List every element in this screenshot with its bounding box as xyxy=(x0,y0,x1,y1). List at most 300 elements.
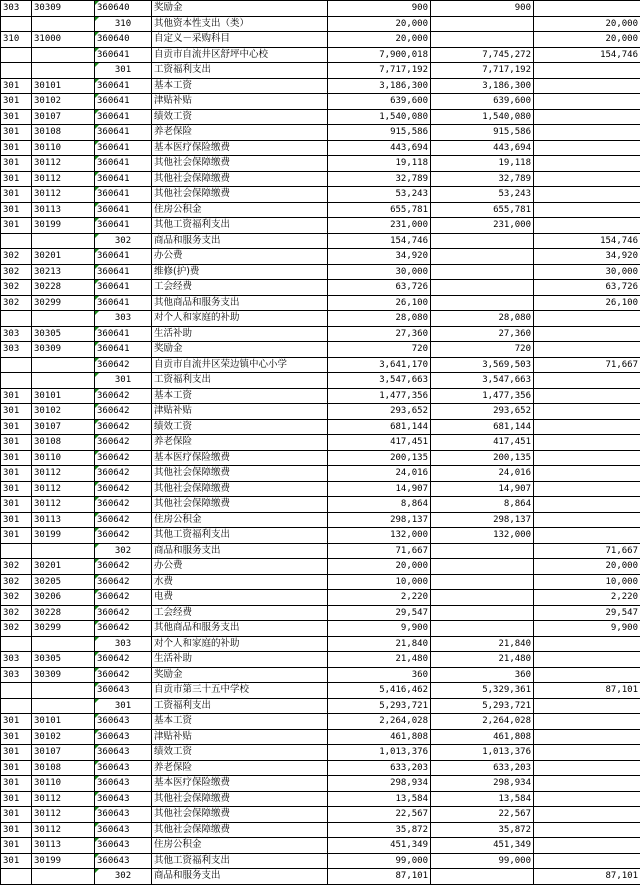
project-expense-cell xyxy=(534,388,640,404)
unit-code-cell: 302 xyxy=(95,233,152,249)
class-code-cell: 302 xyxy=(1,295,32,311)
table-row xyxy=(1,109,640,125)
name-cell: 其他社会保障缴费 xyxy=(152,791,328,807)
table-row xyxy=(1,357,640,373)
class-code-cell xyxy=(1,357,32,373)
name-cell: 电费 xyxy=(152,590,328,606)
basic-expense-cell: 21,840 xyxy=(431,636,534,652)
item-code-cell: 30113 xyxy=(32,202,95,218)
item-code-cell: 30112 xyxy=(32,497,95,513)
total-cell: 7,900,018 xyxy=(328,47,431,63)
total-cell: 639,600 xyxy=(328,94,431,110)
basic-expense-cell: 200,135 xyxy=(431,450,534,466)
name-cell: 维修(护)费 xyxy=(152,264,328,280)
unit-code-cell: 360641 xyxy=(95,78,152,94)
unit-code-cell: 360643 xyxy=(95,729,152,745)
project-expense-cell xyxy=(534,373,640,389)
total-cell: 30,000 xyxy=(328,264,431,280)
class-code-cell: 301 xyxy=(1,125,32,141)
class-code-cell xyxy=(1,698,32,714)
total-cell: 13,584 xyxy=(328,791,431,807)
table-row xyxy=(1,140,640,156)
basic-expense-cell xyxy=(431,605,534,621)
table-row xyxy=(1,698,640,714)
item-code-cell xyxy=(32,636,95,652)
item-code-cell: 30228 xyxy=(32,605,95,621)
name-cell: 其他工资福利支出 xyxy=(152,528,328,544)
class-code-cell: 301 xyxy=(1,807,32,823)
project-expense-cell: 10,000 xyxy=(534,574,640,590)
project-expense-cell xyxy=(534,466,640,482)
basic-expense-cell: 655,781 xyxy=(431,202,534,218)
name-cell: 养老保险 xyxy=(152,435,328,451)
item-code-cell: 30305 xyxy=(32,652,95,668)
basic-expense-cell xyxy=(431,295,534,311)
unit-code-cell: 360643 xyxy=(95,838,152,854)
unit-code-cell: 360643 xyxy=(95,776,152,792)
total-cell: 9,900 xyxy=(328,621,431,637)
name-cell: 工会经费 xyxy=(152,280,328,296)
project-expense-cell xyxy=(534,760,640,776)
table-row xyxy=(1,218,640,234)
table-row xyxy=(1,869,640,885)
class-code-cell: 302 xyxy=(1,264,32,280)
total-cell: 20,000 xyxy=(328,559,431,575)
unit-code-cell: 310 xyxy=(95,16,152,32)
table-row xyxy=(1,295,640,311)
project-expense-cell: 29,547 xyxy=(534,605,640,621)
project-expense-cell xyxy=(534,326,640,342)
item-code-cell: 30299 xyxy=(32,621,95,637)
class-code-cell xyxy=(1,311,32,327)
item-code-cell: 30107 xyxy=(32,109,95,125)
table-row xyxy=(1,264,640,280)
item-code-cell: 30199 xyxy=(32,528,95,544)
project-expense-cell xyxy=(534,171,640,187)
class-code-cell: 301 xyxy=(1,94,32,110)
basic-expense-cell: 720 xyxy=(431,342,534,358)
class-code-cell: 301 xyxy=(1,419,32,435)
project-expense-cell: 30,000 xyxy=(534,264,640,280)
total-cell: 1,477,356 xyxy=(328,388,431,404)
total-cell: 19,118 xyxy=(328,156,431,172)
item-code-cell: 30112 xyxy=(32,822,95,838)
name-cell: 办公费 xyxy=(152,249,328,265)
name-cell: 商品和服务支出 xyxy=(152,543,328,559)
project-expense-cell xyxy=(534,822,640,838)
table-row xyxy=(1,404,640,420)
unit-code-cell: 302 xyxy=(95,869,152,885)
class-code-cell: 301 xyxy=(1,822,32,838)
class-code-cell: 303 xyxy=(1,326,32,342)
project-expense-cell xyxy=(534,776,640,792)
class-code-cell: 301 xyxy=(1,745,32,761)
basic-expense-cell: 633,203 xyxy=(431,760,534,776)
total-cell: 3,186,300 xyxy=(328,78,431,94)
project-expense-cell xyxy=(534,1,640,17)
basic-expense-cell: 53,243 xyxy=(431,187,534,203)
name-cell: 其他工资福利支出 xyxy=(152,853,328,869)
basic-expense-cell: 417,451 xyxy=(431,435,534,451)
unit-code-cell: 360640 xyxy=(95,1,152,17)
item-code-cell: 30201 xyxy=(32,559,95,575)
name-cell: 工会经费 xyxy=(152,605,328,621)
name-cell: 商品和服务支出 xyxy=(152,869,328,885)
basic-expense-cell: 5,293,721 xyxy=(431,698,534,714)
table-row xyxy=(1,1,640,17)
name-cell: 其他社会保障缴费 xyxy=(152,171,328,187)
table-row xyxy=(1,559,640,575)
table-row xyxy=(1,590,640,606)
project-expense-cell xyxy=(534,404,640,420)
table-row xyxy=(1,838,640,854)
table-row xyxy=(1,621,640,637)
class-code-cell: 310 xyxy=(1,32,32,48)
project-expense-cell xyxy=(534,218,640,234)
item-code-cell xyxy=(32,357,95,373)
basic-expense-cell: 28,080 xyxy=(431,311,534,327)
unit-code-cell: 360643 xyxy=(95,822,152,838)
class-code-cell: 301 xyxy=(1,450,32,466)
unit-code-cell: 360642 xyxy=(95,652,152,668)
item-code-cell: 30108 xyxy=(32,435,95,451)
item-code-cell: 30101 xyxy=(32,78,95,94)
basic-expense-cell: 900 xyxy=(431,1,534,17)
total-cell: 720 xyxy=(328,342,431,358)
project-expense-cell xyxy=(534,311,640,327)
unit-code-cell: 360641 xyxy=(95,249,152,265)
total-cell: 20,000 xyxy=(328,32,431,48)
name-cell: 商品和服务支出 xyxy=(152,233,328,249)
name-cell: 基本工资 xyxy=(152,78,328,94)
unit-code-cell: 360641 xyxy=(95,326,152,342)
name-cell: 其他社会保障缴费 xyxy=(152,822,328,838)
project-expense-cell: 154,746 xyxy=(534,233,640,249)
unit-code-cell: 360640 xyxy=(95,32,152,48)
name-cell: 对个人和家庭的补助 xyxy=(152,636,328,652)
item-code-cell xyxy=(32,373,95,389)
class-code-cell: 301 xyxy=(1,156,32,172)
unit-code-cell: 360643 xyxy=(95,745,152,761)
item-code-cell xyxy=(32,311,95,327)
class-code-cell xyxy=(1,63,32,79)
project-expense-cell: 87,101 xyxy=(534,683,640,699)
item-code-cell xyxy=(32,16,95,32)
basic-expense-cell: 32,789 xyxy=(431,171,534,187)
class-code-cell: 301 xyxy=(1,528,32,544)
total-cell: 5,293,721 xyxy=(328,698,431,714)
table-row xyxy=(1,280,640,296)
class-code-cell: 301 xyxy=(1,202,32,218)
item-code-cell: 30110 xyxy=(32,450,95,466)
basic-expense-cell xyxy=(431,249,534,265)
item-code-cell: 30112 xyxy=(32,156,95,172)
total-cell: 200,135 xyxy=(328,450,431,466)
unit-code-cell: 360642 xyxy=(95,559,152,575)
basic-expense-cell: 99,000 xyxy=(431,853,534,869)
basic-expense-cell: 13,584 xyxy=(431,791,534,807)
class-code-cell xyxy=(1,636,32,652)
project-expense-cell xyxy=(534,512,640,528)
total-cell: 8,864 xyxy=(328,497,431,513)
table-row xyxy=(1,807,640,823)
table-row xyxy=(1,373,640,389)
item-code-cell: 30112 xyxy=(32,791,95,807)
item-code-cell: 30305 xyxy=(32,326,95,342)
unit-code-cell: 360642 xyxy=(95,435,152,451)
basic-expense-cell: 21,480 xyxy=(431,652,534,668)
unit-code-cell: 360643 xyxy=(95,760,152,776)
name-cell: 其他社会保障缴费 xyxy=(152,156,328,172)
basic-expense-cell: 639,600 xyxy=(431,94,534,110)
class-code-cell xyxy=(1,16,32,32)
class-code-cell: 301 xyxy=(1,838,32,854)
total-cell: 154,746 xyxy=(328,233,431,249)
item-code-cell: 30205 xyxy=(32,574,95,590)
unit-code-cell: 360641 xyxy=(95,264,152,280)
unit-code-cell: 360641 xyxy=(95,109,152,125)
total-cell: 24,016 xyxy=(328,466,431,482)
name-cell: 自定义－采购科目 xyxy=(152,32,328,48)
item-code-cell: 30112 xyxy=(32,187,95,203)
basic-expense-cell: 3,547,663 xyxy=(431,373,534,389)
project-expense-cell xyxy=(534,481,640,497)
total-cell: 360 xyxy=(328,667,431,683)
table-row xyxy=(1,435,640,451)
basic-expense-cell xyxy=(431,233,534,249)
total-cell: 26,100 xyxy=(328,295,431,311)
basic-expense-cell: 3,186,300 xyxy=(431,78,534,94)
item-code-cell xyxy=(32,543,95,559)
table-row xyxy=(1,32,640,48)
item-code-cell: 30107 xyxy=(32,745,95,761)
class-code-cell: 301 xyxy=(1,171,32,187)
table-row xyxy=(1,574,640,590)
item-code-cell: 30309 xyxy=(32,1,95,17)
class-code-cell: 303 xyxy=(1,342,32,358)
class-code-cell: 301 xyxy=(1,466,32,482)
unit-code-cell: 301 xyxy=(95,63,152,79)
table-row xyxy=(1,714,640,730)
basic-expense-cell: 1,540,080 xyxy=(431,109,534,125)
unit-code-cell: 360642 xyxy=(95,590,152,606)
project-expense-cell xyxy=(534,109,640,125)
table-row xyxy=(1,171,640,187)
total-cell: 71,667 xyxy=(328,543,431,559)
name-cell: 住房公积金 xyxy=(152,838,328,854)
name-cell: 住房公积金 xyxy=(152,512,328,528)
name-cell: 工资福利支出 xyxy=(152,63,328,79)
unit-code-cell: 360642 xyxy=(95,512,152,528)
name-cell: 其他社会保障缴费 xyxy=(152,807,328,823)
class-code-cell xyxy=(1,543,32,559)
table-row xyxy=(1,47,640,63)
project-expense-cell: 71,667 xyxy=(534,357,640,373)
table-row xyxy=(1,156,640,172)
unit-code-cell: 302 xyxy=(95,543,152,559)
project-expense-cell xyxy=(534,528,640,544)
total-cell: 231,000 xyxy=(328,218,431,234)
basic-expense-cell: 1,013,376 xyxy=(431,745,534,761)
item-code-cell: 30113 xyxy=(32,838,95,854)
table-row xyxy=(1,388,640,404)
item-code-cell xyxy=(32,47,95,63)
project-expense-cell xyxy=(534,667,640,683)
table-row xyxy=(1,187,640,203)
table-row xyxy=(1,729,640,745)
project-expense-cell xyxy=(534,202,640,218)
class-code-cell: 301 xyxy=(1,791,32,807)
total-cell: 293,652 xyxy=(328,404,431,420)
basic-expense-cell: 681,144 xyxy=(431,419,534,435)
unit-code-cell: 360641 xyxy=(95,218,152,234)
class-code-cell: 301 xyxy=(1,140,32,156)
name-cell: 自贡市自流井区荣边镇中心小学 xyxy=(152,357,328,373)
project-expense-cell xyxy=(534,853,640,869)
item-code-cell: 30199 xyxy=(32,853,95,869)
basic-expense-cell xyxy=(431,16,534,32)
class-code-cell: 302 xyxy=(1,280,32,296)
project-expense-cell xyxy=(534,636,640,652)
item-code-cell xyxy=(32,683,95,699)
name-cell: 其他商品和服务支出 xyxy=(152,621,328,637)
basic-expense-cell: 298,934 xyxy=(431,776,534,792)
table-row xyxy=(1,16,640,32)
name-cell: 自贡市自流井区舒坪中心校 xyxy=(152,47,328,63)
total-cell: 53,243 xyxy=(328,187,431,203)
item-code-cell: 30213 xyxy=(32,264,95,280)
basic-expense-cell: 3,569,503 xyxy=(431,357,534,373)
class-code-cell xyxy=(1,47,32,63)
item-code-cell xyxy=(32,233,95,249)
class-code-cell: 303 xyxy=(1,667,32,683)
project-expense-cell xyxy=(534,125,640,141)
total-cell: 3,547,663 xyxy=(328,373,431,389)
class-code-cell: 302 xyxy=(1,605,32,621)
unit-code-cell: 360642 xyxy=(95,404,152,420)
table-row xyxy=(1,342,640,358)
basic-expense-cell xyxy=(431,32,534,48)
total-cell: 7,717,192 xyxy=(328,63,431,79)
project-expense-cell xyxy=(534,807,640,823)
total-cell: 132,000 xyxy=(328,528,431,544)
basic-expense-cell: 19,118 xyxy=(431,156,534,172)
unit-code-cell: 360641 xyxy=(95,47,152,63)
unit-code-cell: 360643 xyxy=(95,791,152,807)
project-expense-cell xyxy=(534,419,640,435)
item-code-cell: 30102 xyxy=(32,729,95,745)
project-expense-cell xyxy=(534,450,640,466)
unit-code-cell: 360642 xyxy=(95,528,152,544)
item-code-cell: 30199 xyxy=(32,218,95,234)
basic-expense-cell: 24,016 xyxy=(431,466,534,482)
unit-code-cell: 303 xyxy=(95,311,152,327)
name-cell: 其他社会保障缴费 xyxy=(152,481,328,497)
table-row xyxy=(1,78,640,94)
item-code-cell: 30110 xyxy=(32,140,95,156)
unit-code-cell: 360642 xyxy=(95,419,152,435)
name-cell: 工资福利支出 xyxy=(152,373,328,389)
class-code-cell: 301 xyxy=(1,760,32,776)
total-cell: 14,907 xyxy=(328,481,431,497)
project-expense-cell xyxy=(534,63,640,79)
name-cell: 其他资本性支出（类） xyxy=(152,16,328,32)
item-code-cell: 30102 xyxy=(32,94,95,110)
unit-code-cell: 301 xyxy=(95,698,152,714)
total-cell: 451,349 xyxy=(328,838,431,854)
total-cell: 63,726 xyxy=(328,280,431,296)
basic-expense-cell: 451,349 xyxy=(431,838,534,854)
basic-expense-cell xyxy=(431,869,534,885)
table-row xyxy=(1,419,640,435)
unit-code-cell: 360641 xyxy=(95,94,152,110)
unit-code-cell: 360643 xyxy=(95,683,152,699)
project-expense-cell xyxy=(534,94,640,110)
name-cell: 基本医疗保险缴费 xyxy=(152,776,328,792)
class-code-cell xyxy=(1,869,32,885)
table-row xyxy=(1,543,640,559)
class-code-cell: 301 xyxy=(1,481,32,497)
class-code-cell: 301 xyxy=(1,853,32,869)
class-code-cell: 301 xyxy=(1,218,32,234)
unit-code-cell: 360642 xyxy=(95,466,152,482)
total-cell: 1,013,376 xyxy=(328,745,431,761)
total-cell: 29,547 xyxy=(328,605,431,621)
total-cell: 681,144 xyxy=(328,419,431,435)
table-row xyxy=(1,776,640,792)
class-code-cell: 302 xyxy=(1,574,32,590)
table-row xyxy=(1,683,640,699)
table-row xyxy=(1,466,640,482)
item-code-cell: 30228 xyxy=(32,280,95,296)
total-cell: 443,694 xyxy=(328,140,431,156)
name-cell: 奖励金 xyxy=(152,667,328,683)
total-cell: 32,789 xyxy=(328,171,431,187)
project-expense-cell: 87,101 xyxy=(534,869,640,885)
total-cell: 298,934 xyxy=(328,776,431,792)
basic-expense-cell: 8,864 xyxy=(431,497,534,513)
class-code-cell: 301 xyxy=(1,187,32,203)
unit-code-cell: 360642 xyxy=(95,481,152,497)
total-cell: 87,101 xyxy=(328,869,431,885)
item-code-cell: 30102 xyxy=(32,404,95,420)
table-row xyxy=(1,311,640,327)
name-cell: 基本医疗保险缴费 xyxy=(152,140,328,156)
unit-code-cell: 360642 xyxy=(95,450,152,466)
basic-expense-cell: 1,477,356 xyxy=(431,388,534,404)
class-code-cell: 302 xyxy=(1,621,32,637)
unit-code-cell: 360642 xyxy=(95,621,152,637)
name-cell: 对个人和家庭的补助 xyxy=(152,311,328,327)
unit-code-cell: 360641 xyxy=(95,295,152,311)
item-code-cell: 30112 xyxy=(32,466,95,482)
unit-code-cell: 360641 xyxy=(95,342,152,358)
name-cell: 基本工资 xyxy=(152,714,328,730)
class-code-cell: 303 xyxy=(1,1,32,17)
name-cell: 工资福利支出 xyxy=(152,698,328,714)
class-code-cell: 301 xyxy=(1,78,32,94)
name-cell: 绩效工资 xyxy=(152,419,328,435)
total-cell: 22,567 xyxy=(328,807,431,823)
unit-code-cell: 360641 xyxy=(95,171,152,187)
project-expense-cell xyxy=(534,187,640,203)
name-cell: 生活补助 xyxy=(152,652,328,668)
unit-code-cell: 360641 xyxy=(95,187,152,203)
name-cell: 其他社会保障缴费 xyxy=(152,466,328,482)
class-code-cell xyxy=(1,373,32,389)
unit-code-cell: 360642 xyxy=(95,388,152,404)
total-cell: 655,781 xyxy=(328,202,431,218)
